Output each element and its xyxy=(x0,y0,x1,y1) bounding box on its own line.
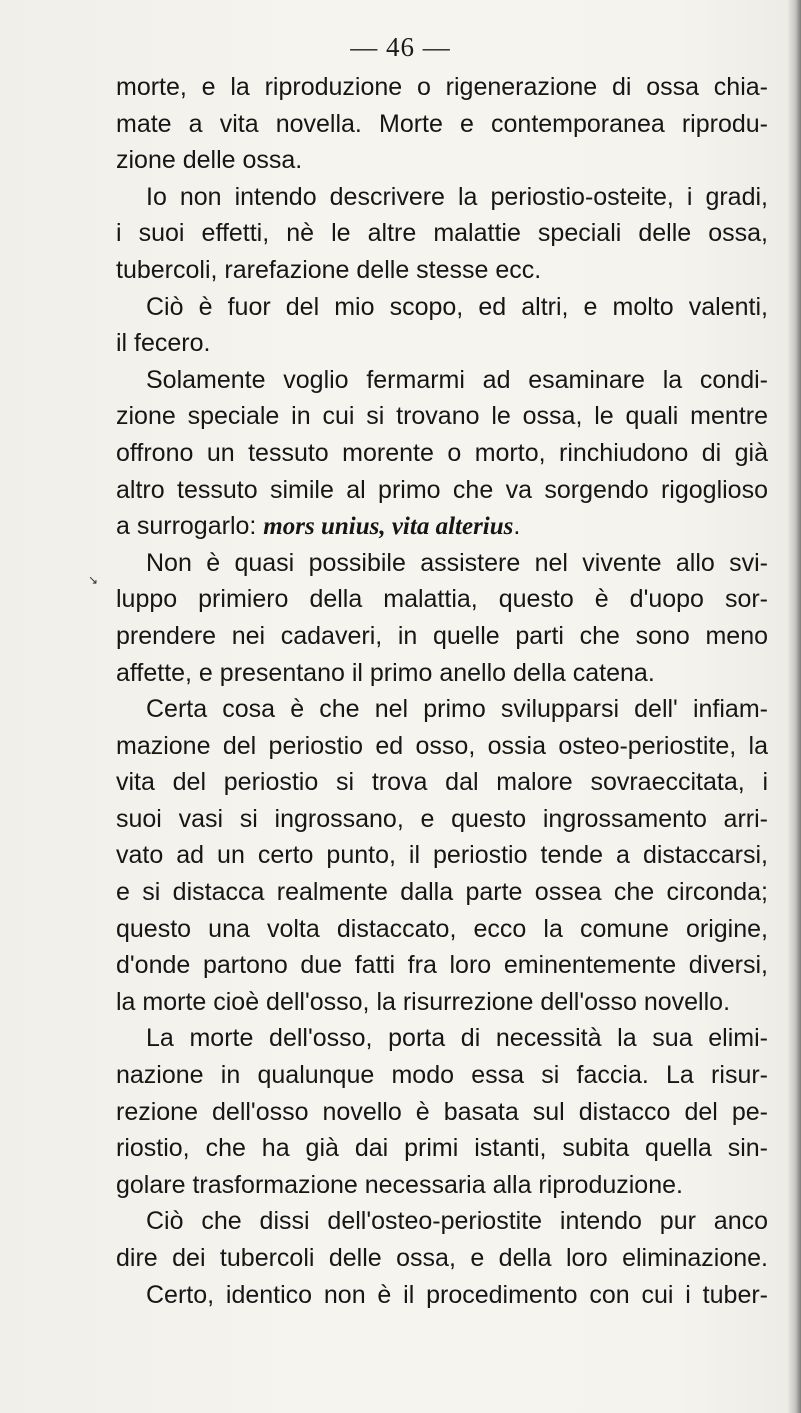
text-line: riostio, che ha già dai primi istanti, subita quella sin- xyxy=(116,1134,768,1163)
text-line: questo una volta distaccato, ecco la comune origine, xyxy=(116,914,768,943)
text-line: Certa cosa è che nel primo svilupparsi dell' infiam- xyxy=(146,695,768,724)
text-line: Solamente voglio fermarmi ad esaminare la condi- xyxy=(146,365,768,394)
text-line: d'onde partono due fatti fra loro eminentemente diversi, xyxy=(116,951,768,980)
text-line: morte, e la riproduzione o rigenerazione di ossa chia- xyxy=(116,73,768,101)
text-line: mazione del periostio ed osso, ossia osteo-periostite, la xyxy=(116,731,768,760)
text-line: la morte cioè dell'osso, la risurrezione dell'osso novello. xyxy=(116,987,731,1016)
text-line: zione speciale in cui si trovano le ossa, le quali mentre xyxy=(116,402,768,431)
page-number: — 46 — xyxy=(350,32,451,62)
text-line: rezione dell'osso novello è basata sul distacco del pe- xyxy=(116,1097,768,1126)
text-line: Certo, identico non è il procedimento con cui i tuber- xyxy=(146,1280,768,1309)
print-speck-mark: ↘ xyxy=(88,573,99,587)
italic-phrase: mors unius, vita alterius xyxy=(263,513,514,541)
text-line: golare trasformazione necessaria alla riproduzione. xyxy=(116,1170,683,1199)
text-line: vita del periostio si trova dal malore sovraeccitata, i xyxy=(116,768,768,797)
text-line: suoi vasi si ingrossano, e questo ingrossamento arri- xyxy=(116,804,768,833)
text-line: Io non intendo descrivere la periostio-osteite, i gradi, xyxy=(146,182,768,211)
text-line: nazione in qualunque modo essa si faccia. La risur- xyxy=(116,1061,768,1090)
text-line: vato ad un certo punto, il periostio tende a distaccarsi, xyxy=(116,841,768,870)
text-line-segment: . xyxy=(513,512,521,541)
text-line: prendere nei cadaveri, in quelle parti che sono meno xyxy=(116,621,768,650)
page-edge-shadow xyxy=(787,0,801,1413)
text-line: affette, e presentano il primo anello della catena. xyxy=(116,658,655,687)
text-line: offrono un tessuto morente o morto, rinchiudono di già xyxy=(116,438,768,467)
text-line xyxy=(116,508,768,545)
text-line: Ciò è fuor del mio scopo, ed altri, e molto valenti, xyxy=(146,292,768,321)
text-line: il fecero. xyxy=(116,329,211,358)
text-line: zione delle ossa. xyxy=(116,146,303,175)
text-line: La morte dell'osso, porta di necessità la sua elimi- xyxy=(146,1024,768,1053)
text-line: Non è quasi possibile assistere nel vivente allo svi- xyxy=(146,548,768,577)
body-text xyxy=(116,69,768,1313)
text-line: altro tessuto simile al primo che va sorgendo rigoglioso xyxy=(116,475,768,504)
text-line: dire dei tubercoli delle ossa, e della loro eliminazione. xyxy=(116,1244,768,1272)
text-line: Ciò che dissi dell'osteo-periostite intendo pur anco xyxy=(146,1207,768,1236)
text-line: mate a vita novella. Morte e contemporanea riprodu- xyxy=(116,109,768,138)
text-line: luppo primiero della malattia, questo è d'uopo sor- xyxy=(116,585,768,614)
text-line: i suoi effetti, nè le altre malattie speciali delle ossa, xyxy=(116,219,768,248)
text-line-segment: a surrogarlo: xyxy=(116,512,264,541)
text-line: e si distacca realmente dalla parte ossea che circonda; xyxy=(116,878,768,907)
text-line: tubercoli, rarefazione delle stesse ecc. xyxy=(116,255,542,284)
